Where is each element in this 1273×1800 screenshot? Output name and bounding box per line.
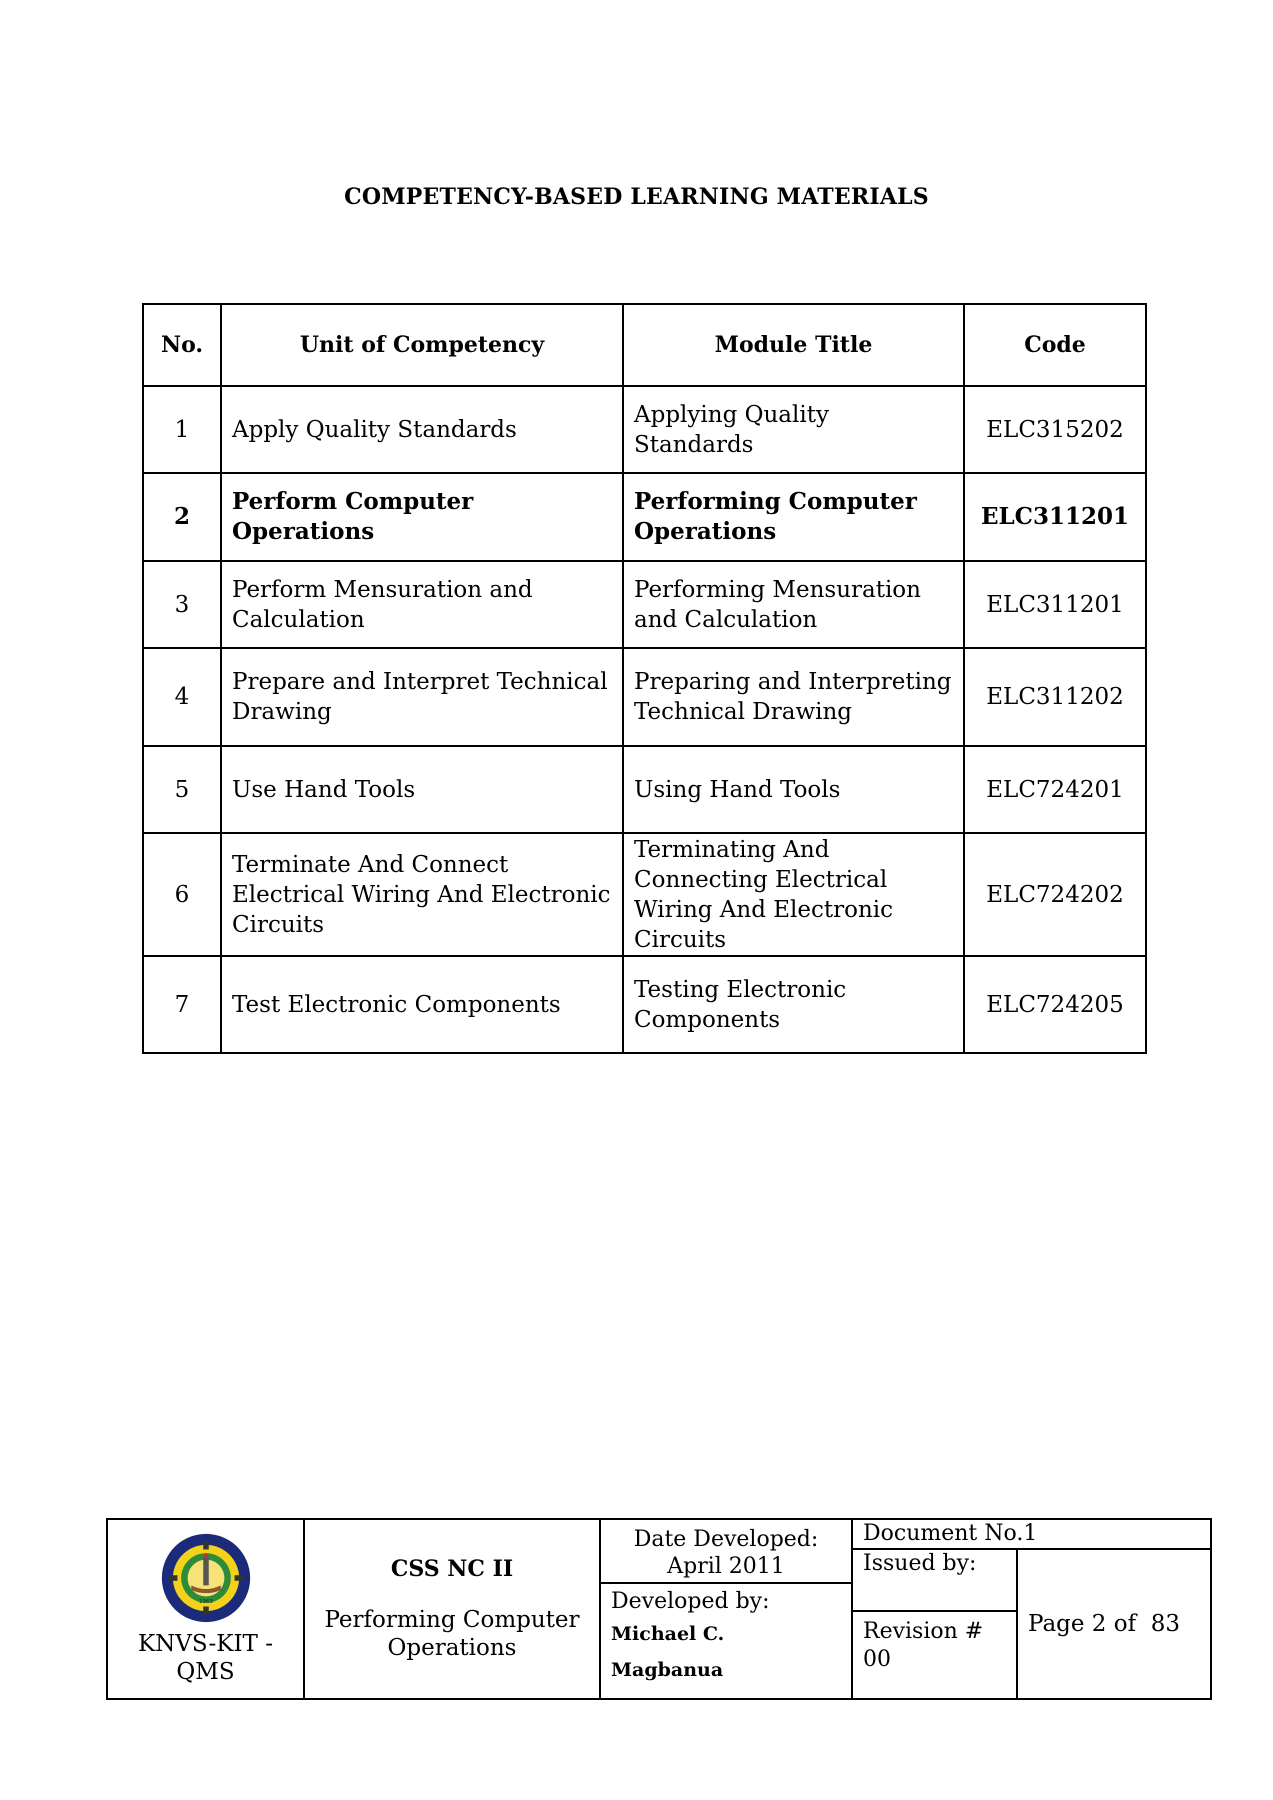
org-line-2: QMS bbox=[176, 1659, 235, 1685]
date-value: April 2011 bbox=[667, 1554, 785, 1579]
footer-date-cell bbox=[601, 1520, 853, 1584]
header-no: No. bbox=[143, 304, 221, 386]
row-unit: Use Hand Tools bbox=[221, 746, 623, 833]
row-code: ELC311202 bbox=[964, 648, 1146, 746]
footer-course-cell bbox=[305, 1520, 601, 1698]
org-line-1: KNVS-KIT - bbox=[138, 1631, 273, 1657]
row-no: 4 bbox=[143, 648, 221, 746]
row-no: 3 bbox=[143, 561, 221, 648]
footer-logo-cell bbox=[108, 1520, 305, 1698]
org-name bbox=[108, 1630, 303, 1686]
course-code: CSS NC II bbox=[390, 1556, 514, 1582]
row-code: ELC311201 bbox=[964, 561, 1146, 648]
document-title: COMPETENCY-BASED LEARNING MATERIALS bbox=[344, 184, 929, 210]
header-unit-of-competency: Unit of Competency bbox=[221, 304, 623, 386]
row-no: 1 bbox=[143, 386, 221, 473]
row-code: ELC315202 bbox=[964, 386, 1146, 473]
developer-name-line-1: Michael C. bbox=[611, 1623, 725, 1645]
row-module: Applying Quality Standards bbox=[623, 386, 964, 473]
row-no: 7 bbox=[143, 956, 221, 1053]
row-code: ELC724202 bbox=[964, 833, 1146, 956]
row-unit: Test Electronic Components bbox=[221, 956, 623, 1053]
page-number bbox=[1018, 1550, 1210, 1698]
table-row bbox=[143, 561, 1146, 648]
developed-by-label: Developed by: bbox=[611, 1589, 770, 1614]
table-header-row bbox=[143, 304, 1146, 386]
course-title-line-2: Operations bbox=[387, 1635, 517, 1661]
row-unit: Terminate And Connect Electrical Wiring And Electronic Circuits bbox=[221, 833, 623, 956]
row-unit: Perform Mensuration and Calculation bbox=[221, 561, 623, 648]
row-module: Testing Electronic Components bbox=[623, 956, 964, 1053]
revision-value: 00 bbox=[863, 1647, 891, 1672]
table-row bbox=[143, 473, 1146, 561]
row-module: Terminating And Connecting Electrical Wiring And Electronic Circuits bbox=[623, 833, 964, 956]
row-code: ELC724201 bbox=[964, 746, 1146, 833]
table-row bbox=[143, 746, 1146, 833]
header-module-title: Module Title bbox=[623, 304, 964, 386]
course-title bbox=[305, 1606, 599, 1662]
row-code: ELC724205 bbox=[964, 956, 1146, 1053]
competency-table bbox=[142, 303, 1147, 1054]
row-code: ELC311201 bbox=[964, 473, 1146, 561]
document-footer bbox=[106, 1518, 1212, 1700]
course-title-line-1: Performing Computer bbox=[324, 1607, 580, 1633]
table-row bbox=[143, 386, 1146, 473]
row-no: 5 bbox=[143, 746, 221, 833]
footer-revision-cell bbox=[853, 1612, 1018, 1698]
row-unit: Perform Computer Operations bbox=[221, 473, 623, 561]
row-module: Using Hand Tools bbox=[623, 746, 964, 833]
table-row bbox=[143, 648, 1146, 746]
header-code: Code bbox=[964, 304, 1146, 386]
row-no: 6 bbox=[143, 833, 221, 956]
row-no: 2 bbox=[143, 473, 221, 561]
svg-text:1963: 1963 bbox=[198, 1598, 213, 1605]
row-module: Performing Mensuration and Calculation bbox=[623, 561, 964, 648]
row-unit: Apply Quality Standards bbox=[221, 386, 623, 473]
row-module: Preparing and Interpreting Technical Drawing bbox=[623, 648, 964, 746]
developer-name-line-2: Magbanua bbox=[611, 1659, 724, 1681]
page-number-text: Page 2 of 83 bbox=[1028, 1611, 1180, 1637]
table-row bbox=[143, 833, 1146, 956]
row-module: Performing Computer Operations bbox=[623, 473, 964, 561]
issued-by-label: Issued by: bbox=[853, 1550, 1018, 1612]
institute-seal-icon bbox=[160, 1532, 252, 1624]
footer-developer-cell bbox=[601, 1584, 853, 1698]
date-label: Date Developed: bbox=[633, 1527, 819, 1552]
table-row bbox=[143, 956, 1146, 1053]
revision-label: Revision # bbox=[863, 1619, 984, 1644]
row-unit: Prepare and Interpret Technical Drawing bbox=[221, 648, 623, 746]
document-number: Document No.1 bbox=[853, 1520, 1210, 1550]
